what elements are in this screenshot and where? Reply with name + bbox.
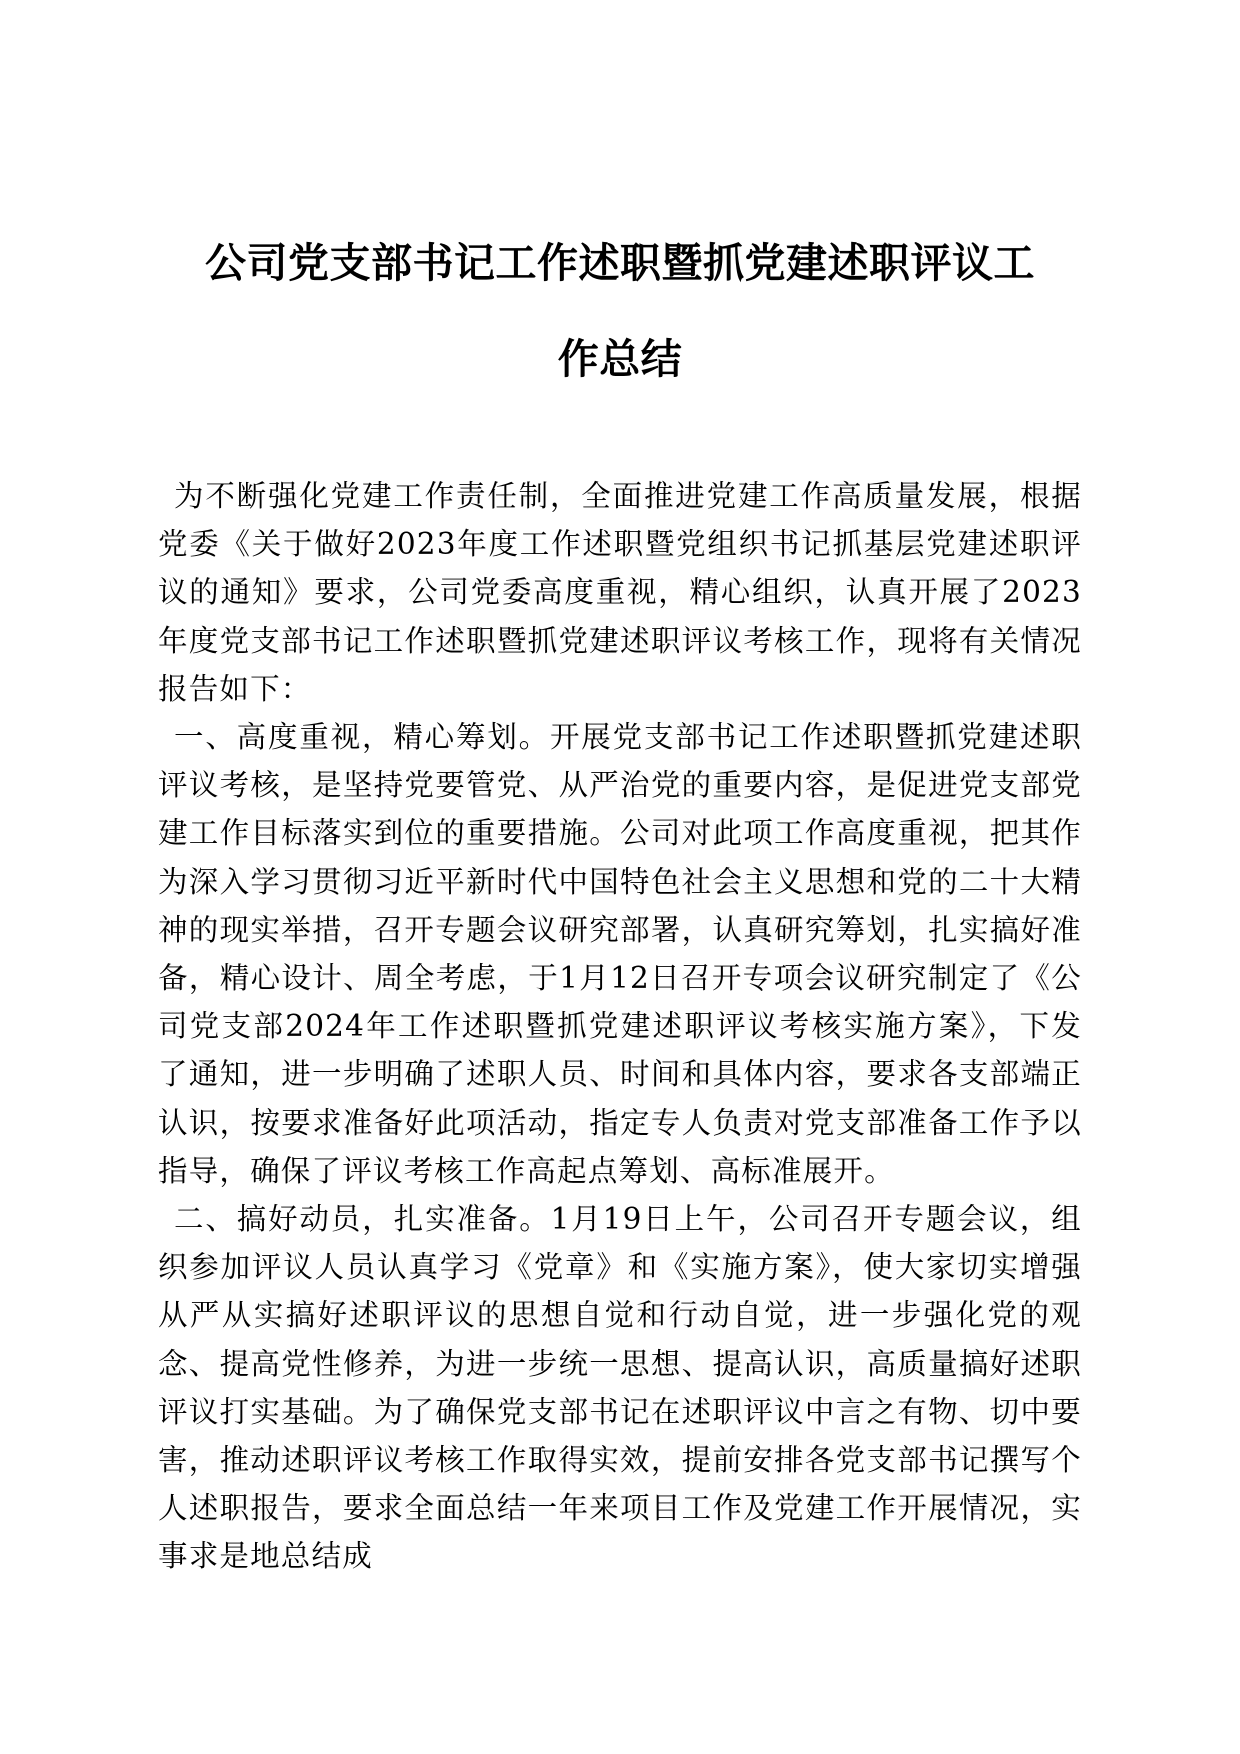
paragraph-intro: 为不断强化党建工作责任制，全面推进党建工作高质量发展，根据党委《关于做好2023年度工作述职暨党组织书记抓基层党建述职评议的通知》要求，公司党委高度重视，精心组织，认真开展了2023年度党支部书记工作述职暨抓党建述职评议考核工作，现将有关情况报告如下： [158,479,1082,706]
document-title [140,215,1100,407]
document-body [158,472,1082,1581]
title-line-2: 作总结 [557,335,683,383]
paragraph-section-2: 二、搞好动员，扎实准备。1月19日上午，公司召开专题会议，组织参加评议人员认真学习《党章》和《实施方案》，使大家切实增强从严从实搞好述职评议的思想自觉和行动自觉，进一步强化党的观念、提高党性修养，为进一步统一思想、提高认识，高质量搞好述职评议打实基础。为了确保党支部书记在述职评议中言之有物、切中要害，推动述职评议考核工作取得实效，提前安排各党支部书记撰写个人述职报告，要求全面总结一年来项目工作及党建工作开展情况，实事求是地总结成 [158,1202,1082,1574]
title-line-1: 公司党支部书记工作述职暨抓党建述职评议工 [205,239,1035,287]
paragraph-section-1: 一、高度重视，精心筹划。开展党支部书记工作述职暨抓党建述职评议考核，是坚持党要管党、从严治党的重要内容，是促进党支部党建工作目标落实到位的重要措施。公司对此项工作高度重视，把其作为深入学习贯彻习近平新时代中国特色社会主义思想和党的二十大精神的现实举措，召开专题会议研究部署，认真研究筹划，扎实搞好准备，精心设计、周全考虑，于1月12日召开专项会议研究制定了《公司党支部2024年工作述职暨抓党建述职评议考核实施方案》，下发了通知，进一步明确了述职人员、时间和具体内容，要求各支部端正认识，按要求准备好此项活动，指定专人负责对党支部准备工作予以指导，确保了评议考核工作高起点筹划、高标准展开。 [158,720,1082,1188]
